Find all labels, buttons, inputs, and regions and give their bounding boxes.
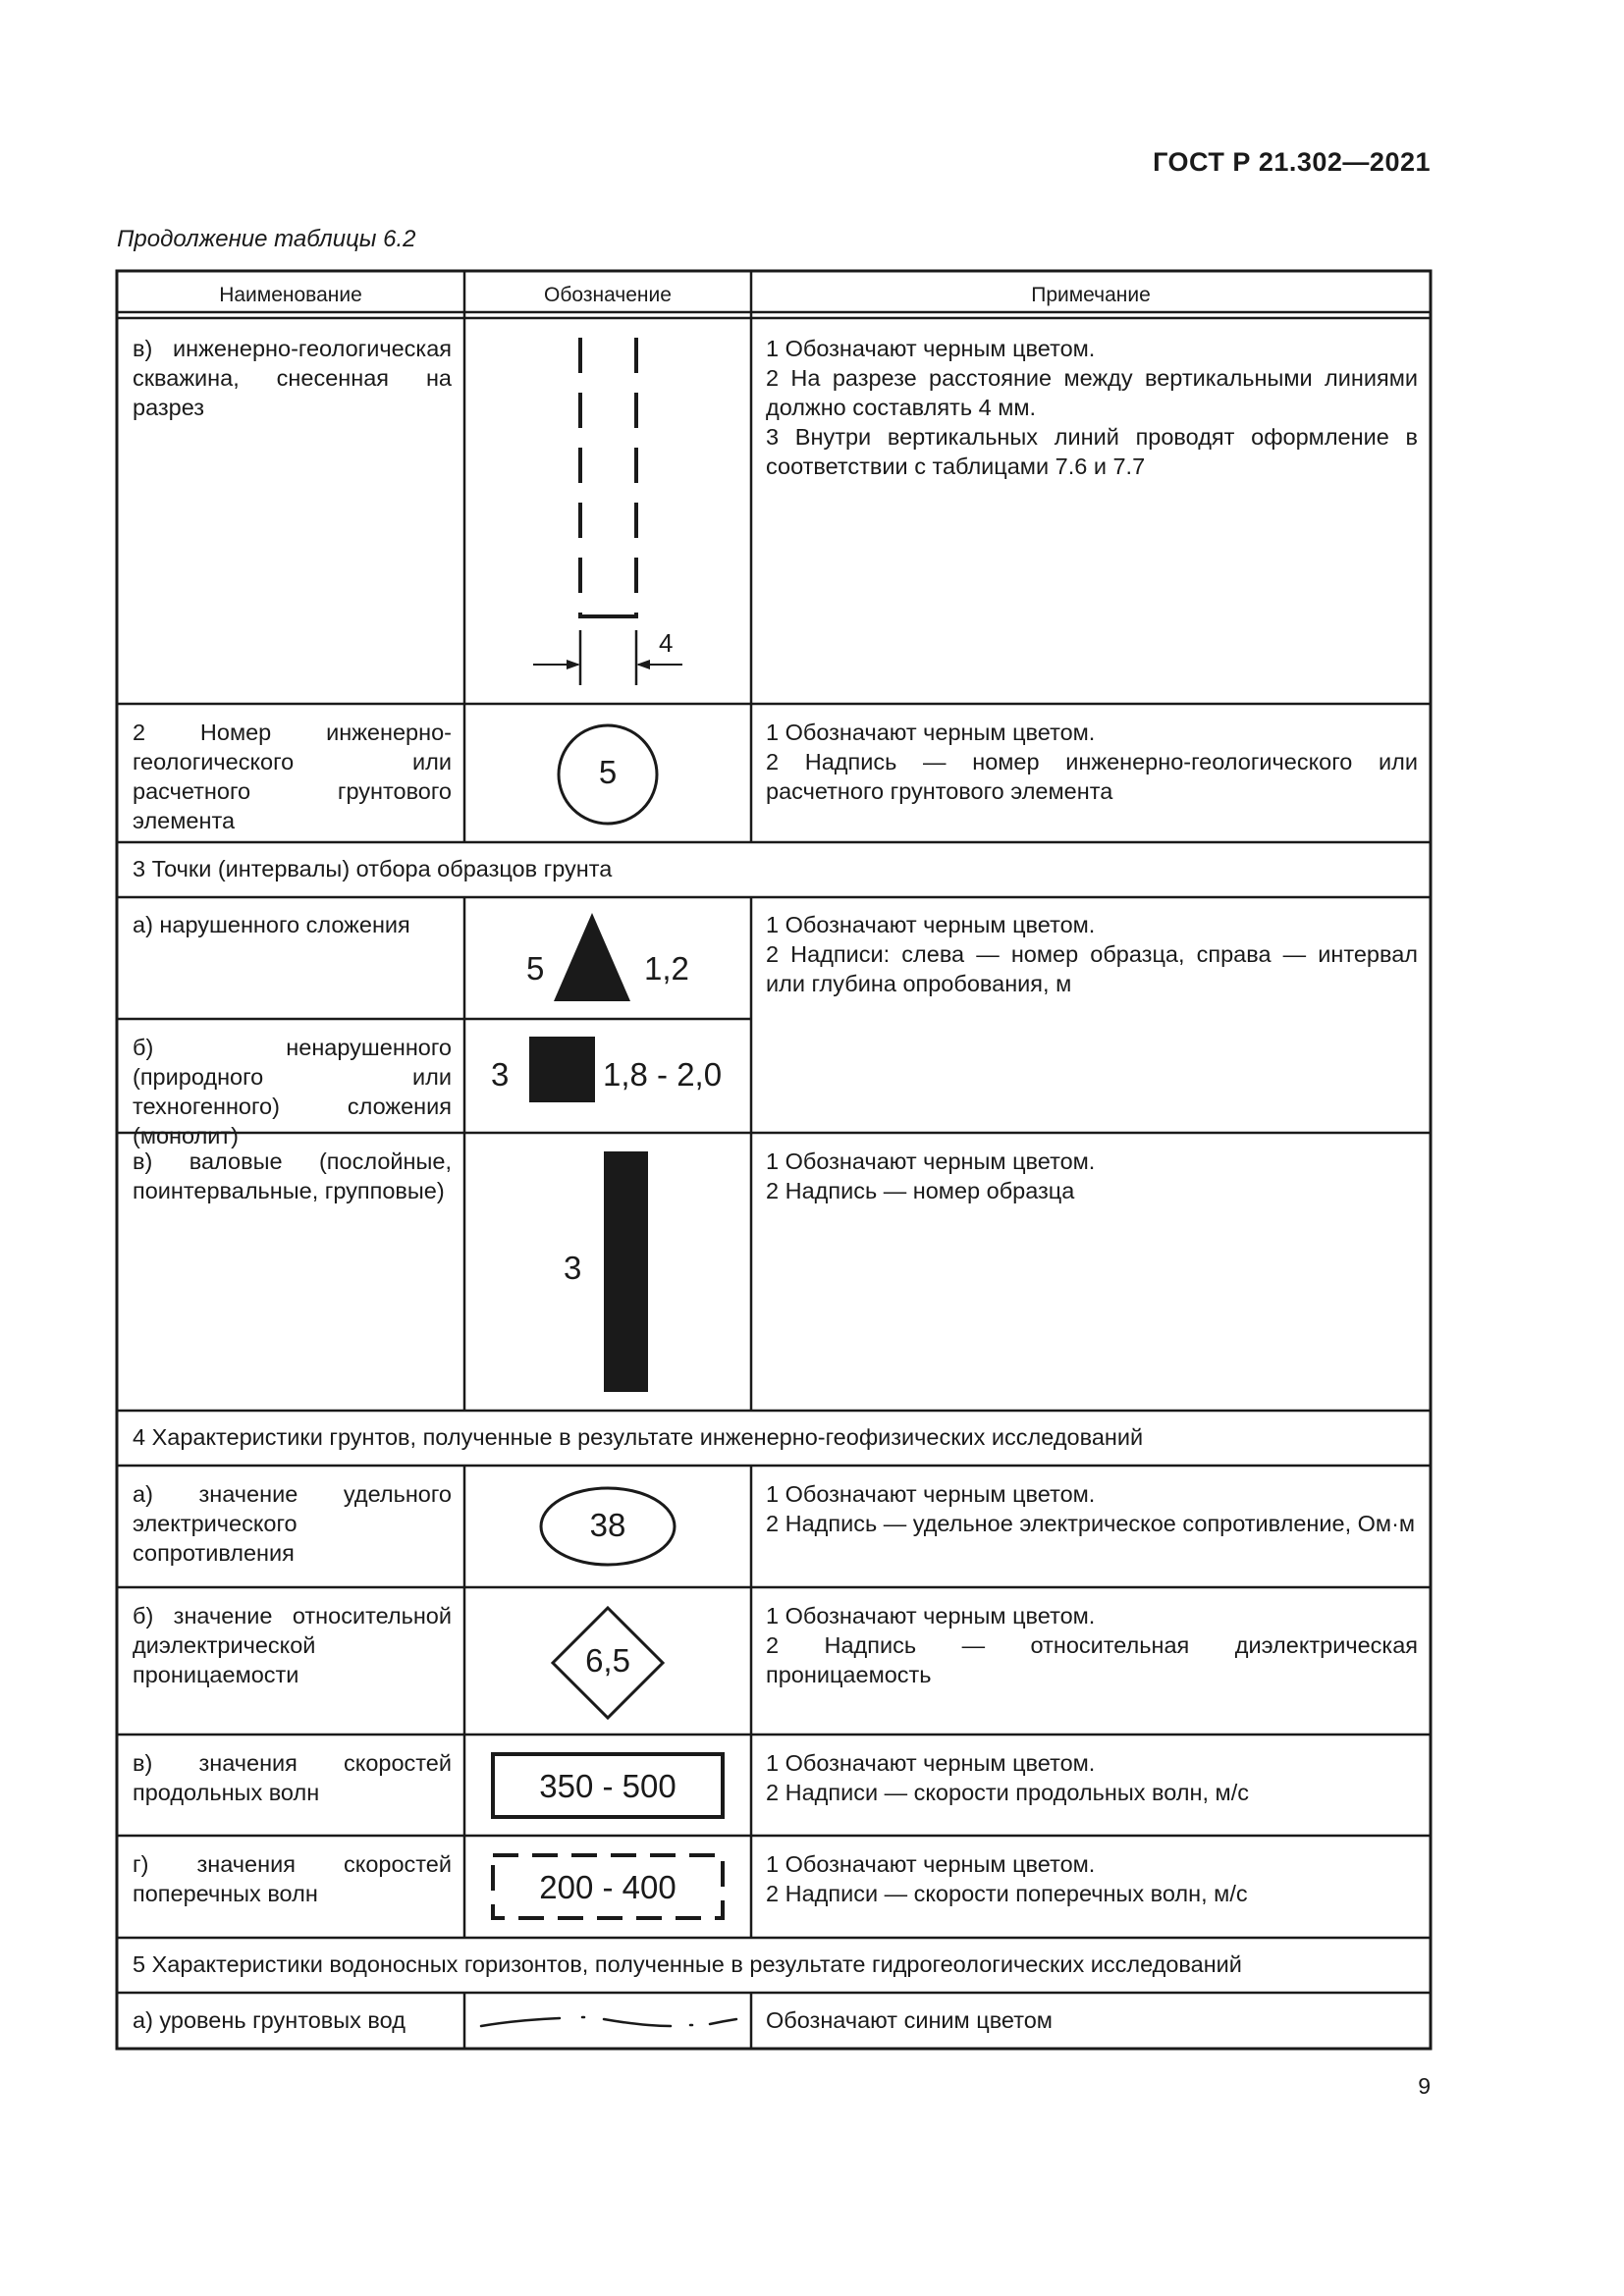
dashed-borehole-section-icon	[464, 318, 751, 704]
note-line: 1 Обозначают черным цветом.	[766, 1750, 1096, 1776]
row-notes-groundwater-level	[766, 2005, 1418, 2035]
row-name-s-waves: г) значения скоростей поперечных волн	[133, 1851, 452, 1906]
note-line: 2 Надписи — скорости продольных волн, м/с	[766, 1780, 1249, 1805]
note-line: 1 Обозначают черным цветом.	[766, 912, 1096, 937]
bar-left-label: 3	[564, 1250, 582, 1286]
note-line: 2 Надпись — удельное электрическое сопротивление, Ом·м	[766, 1511, 1416, 1536]
note-line: 2 Надпись — относительная диэлектрическая проницаемость	[766, 1632, 1418, 1687]
column-header-symbol: Обозначение	[544, 284, 672, 306]
diamond-label: 6,5	[585, 1642, 630, 1679]
note-line: 2 На разрезе расстояние между вертикальными линиями должно составлять 4 мм.	[766, 365, 1418, 420]
row-name-undisturbed: б) ненарушенного (природного или техногенного) сложения (монолит)	[133, 1035, 452, 1148]
table-caption: Продолжение таблицы 6.2	[117, 226, 416, 252]
page-number: 9	[1418, 2073, 1431, 2099]
note-line: 2 Надписи: слева — номер образца, справа — интервал или глубина опробования, м	[766, 941, 1418, 996]
row-name-groundwater-level: а) уровень грунтовых вод	[133, 2007, 406, 2033]
triangle-left-label: 5	[526, 950, 545, 987]
borehole-dimension-label: 4	[659, 628, 674, 658]
ellipse-label: 38	[589, 1507, 626, 1543]
row-notes-borehole	[766, 334, 1418, 481]
row-notes-resistivity	[766, 1479, 1418, 1538]
row-name-borehole: в) инженерно-геологическая скважина, снесенная на разрез	[133, 336, 452, 420]
solid-rectangle-label: 350 - 500	[539, 1768, 677, 1804]
square-right-label: 1,8 - 2,0	[603, 1056, 723, 1093]
note-line: 1 Обозначают черным цветом.	[766, 720, 1096, 745]
row-notes-element-number	[766, 718, 1418, 806]
filled-square-icon	[529, 1037, 595, 1102]
note-line: 1 Обозначают черным цветом.	[766, 1481, 1096, 1507]
row-notes-permittivity	[766, 1601, 1418, 1689]
column-header-note: Примечание	[1031, 284, 1151, 306]
note-line: 1 Обозначают черным цветом.	[766, 1851, 1096, 1877]
row-notes-sampling-points	[766, 910, 1418, 998]
dashed-rectangle-label: 200 - 400	[539, 1869, 677, 1905]
document-number: ГОСТ Р 21.302—2021	[1153, 147, 1431, 177]
column-header-name: Наименование	[219, 284, 362, 306]
dash-dot-water-level-line-icon	[476, 2002, 741, 2042]
row-name-bulk-samples: в) валовые (послойные, поинтервальные, групповые)	[133, 1148, 452, 1203]
row-name-permittivity: б) значение относительной диэлектрической проницаемости	[133, 1603, 452, 1687]
row-notes-s-waves	[766, 1849, 1418, 1908]
section-heading-hydrogeology: 5 Характеристики водоносных горизонтов, полученные в результате гидрогеологических исследований	[133, 1951, 1242, 1977]
note-line: 3 Внутри вертикальных линий проводят оформление в соответствии с таблицами 7.6 и 7.7	[766, 424, 1418, 479]
row-notes-p-waves	[766, 1748, 1418, 1807]
triangle-right-label: 1,2	[644, 950, 689, 987]
note-line: 2 Надпись — номер инженерно-геологического или расчетного грунтового элемента	[766, 749, 1418, 804]
row-name-disturbed: а) нарушенного сложения	[133, 912, 410, 937]
note-line: 1 Обозначают черным цветом.	[766, 1148, 1096, 1174]
note-line: Обозначают синим цветом	[766, 2007, 1053, 2033]
filled-vertical-bar-icon	[604, 1151, 648, 1392]
note-line: 1 Обозначают черным цветом.	[766, 1603, 1096, 1629]
square-left-label: 3	[491, 1056, 510, 1093]
row-notes-bulk-samples	[766, 1147, 1418, 1205]
row-name-element-number: 2 Номер инженерно-геологического или расчетного грунтового элемента	[133, 720, 452, 833]
section-heading-sampling: 3 Точки (интервалы) отбора образцов грунта	[133, 856, 613, 881]
row-name-p-waves: в) значения скоростей продольных волн	[133, 1750, 452, 1805]
note-line: 1 Обозначают черным цветом.	[766, 336, 1096, 361]
note-line: 2 Надписи — скорости поперечных волн, м/с	[766, 1881, 1248, 1906]
section-heading-geophysics: 4 Характеристики грунтов, полученные в результате инженерно-геофизических исследований	[133, 1424, 1144, 1450]
filled-triangle-icon	[552, 911, 632, 1003]
row-name-resistivity: а) значение удельного электрического сопротивления	[133, 1481, 452, 1566]
note-line: 2 Надпись — номер образца	[766, 1178, 1075, 1203]
circle-number-label: 5	[598, 754, 618, 790]
